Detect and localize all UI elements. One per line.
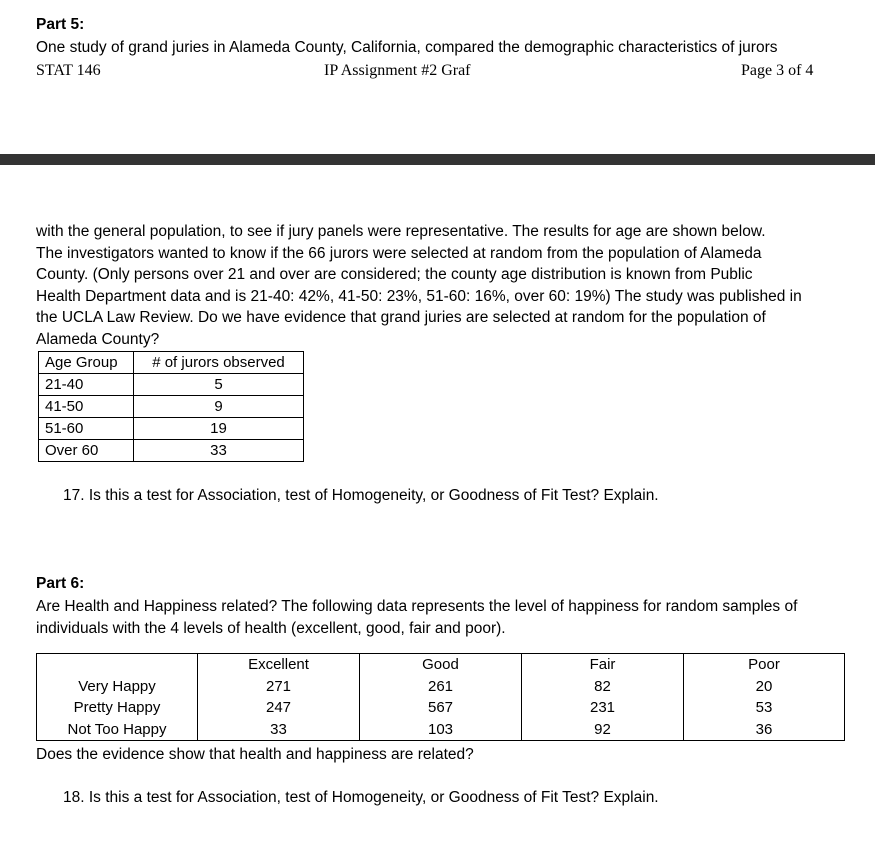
part6-after-table-text: Does the evidence show that health and happiness are related?: [36, 746, 474, 763]
part5-paragraph-line: with the general population, to see if jury panels were representative. The results for age are shown below.: [36, 223, 766, 240]
table-row: [39, 374, 304, 396]
age-group-table: [38, 351, 304, 462]
part6-label: Part 6:: [36, 575, 85, 592]
table-cell: 231: [522, 697, 684, 719]
table-cell: 567: [360, 697, 522, 719]
table-cell: Over 60: [39, 440, 134, 462]
table-header-cell: Poor: [684, 654, 845, 676]
header-course: STAT 146: [36, 62, 101, 79]
table-cell: 33: [198, 719, 360, 741]
table-row-label: Pretty Happy: [37, 697, 198, 719]
table-cell: 20: [684, 676, 845, 698]
part5-paragraph-line: Health Department data and is 21-40: 42%, 41-50: 23%, 51-60: 16%, over 60: 19%) The study was published in: [36, 287, 802, 305]
table-row-label: Very Happy: [37, 676, 198, 698]
part5-label: Part 5:: [36, 16, 85, 33]
part6-paragraph-line: Are Health and Happiness related? The following data represents the level of happiness for random samples of: [36, 598, 798, 615]
part6-paragraph-line: individuals with the 4 levels of health (excellent, good, fair and poor).: [36, 619, 506, 637]
part5-first-line: One study of grand juries in Alameda County, California, compared the demographic characteristics of jurors: [36, 39, 778, 56]
table-cell: 51-60: [39, 418, 134, 440]
table-cell: 53: [684, 697, 845, 719]
table-header-cell: Good: [360, 654, 522, 676]
table-row-label: Not Too Happy: [37, 719, 198, 741]
question-18: 18. Is this a test for Association, test of Homogeneity, or Goodness of Fit Test? Explain.: [63, 789, 659, 806]
part5-paragraph-line: Alameda County?: [36, 330, 160, 348]
table-row: [37, 676, 845, 698]
table-header-cell: # of jurors observed: [134, 352, 304, 374]
table-row: [39, 440, 304, 462]
table-cell: 21-40: [39, 374, 134, 396]
part5-paragraph-line: County. (Only persons over 21 and over are considered; the county age distribution is known from Public: [36, 266, 753, 283]
table-cell: 33: [134, 440, 304, 462]
table-cell: 19: [134, 418, 304, 440]
part5-paragraph-line: the UCLA Law Review. Do we have evidence that grand juries are selected at random for the population of: [36, 309, 766, 326]
part5-paragraph: [36, 221, 856, 350]
table-cell: 41-50: [39, 396, 134, 418]
page-break-divider: [0, 154, 875, 165]
table-cell: 9: [134, 396, 304, 418]
part5-paragraph-line: The investigators wanted to know if the 66 jurors were selected at random from the population of Alameda: [36, 244, 762, 262]
table-cell: 36: [684, 719, 845, 741]
table-row: [37, 697, 845, 719]
header-page-number: Page 3 of 4: [741, 62, 814, 79]
header-assignment: IP Assignment #2 Graf: [324, 62, 471, 79]
table-cell: 5: [134, 374, 304, 396]
table-cell: 271: [198, 676, 360, 698]
table-header-cell: Age Group: [39, 352, 134, 374]
table-cell: 103: [360, 719, 522, 741]
health-happiness-table: [36, 653, 845, 741]
question-17: 17. Is this a test for Association, test of Homogeneity, or Goodness of Fit Test? Explain.: [63, 487, 659, 504]
table-header-row: [39, 352, 304, 374]
table-header-row: [37, 654, 845, 676]
table-row: [39, 396, 304, 418]
table-cell: 247: [198, 697, 360, 719]
table-header-cell: Fair: [522, 654, 684, 676]
table-cell: 261: [360, 676, 522, 698]
table-header-cell: [37, 654, 198, 676]
table-cell: 92: [522, 719, 684, 741]
table-row: [39, 418, 304, 440]
table-row: [37, 719, 845, 741]
part6-paragraph: [36, 596, 856, 639]
table-header-cell: Excellent: [198, 654, 360, 676]
table-cell: 82: [522, 676, 684, 698]
